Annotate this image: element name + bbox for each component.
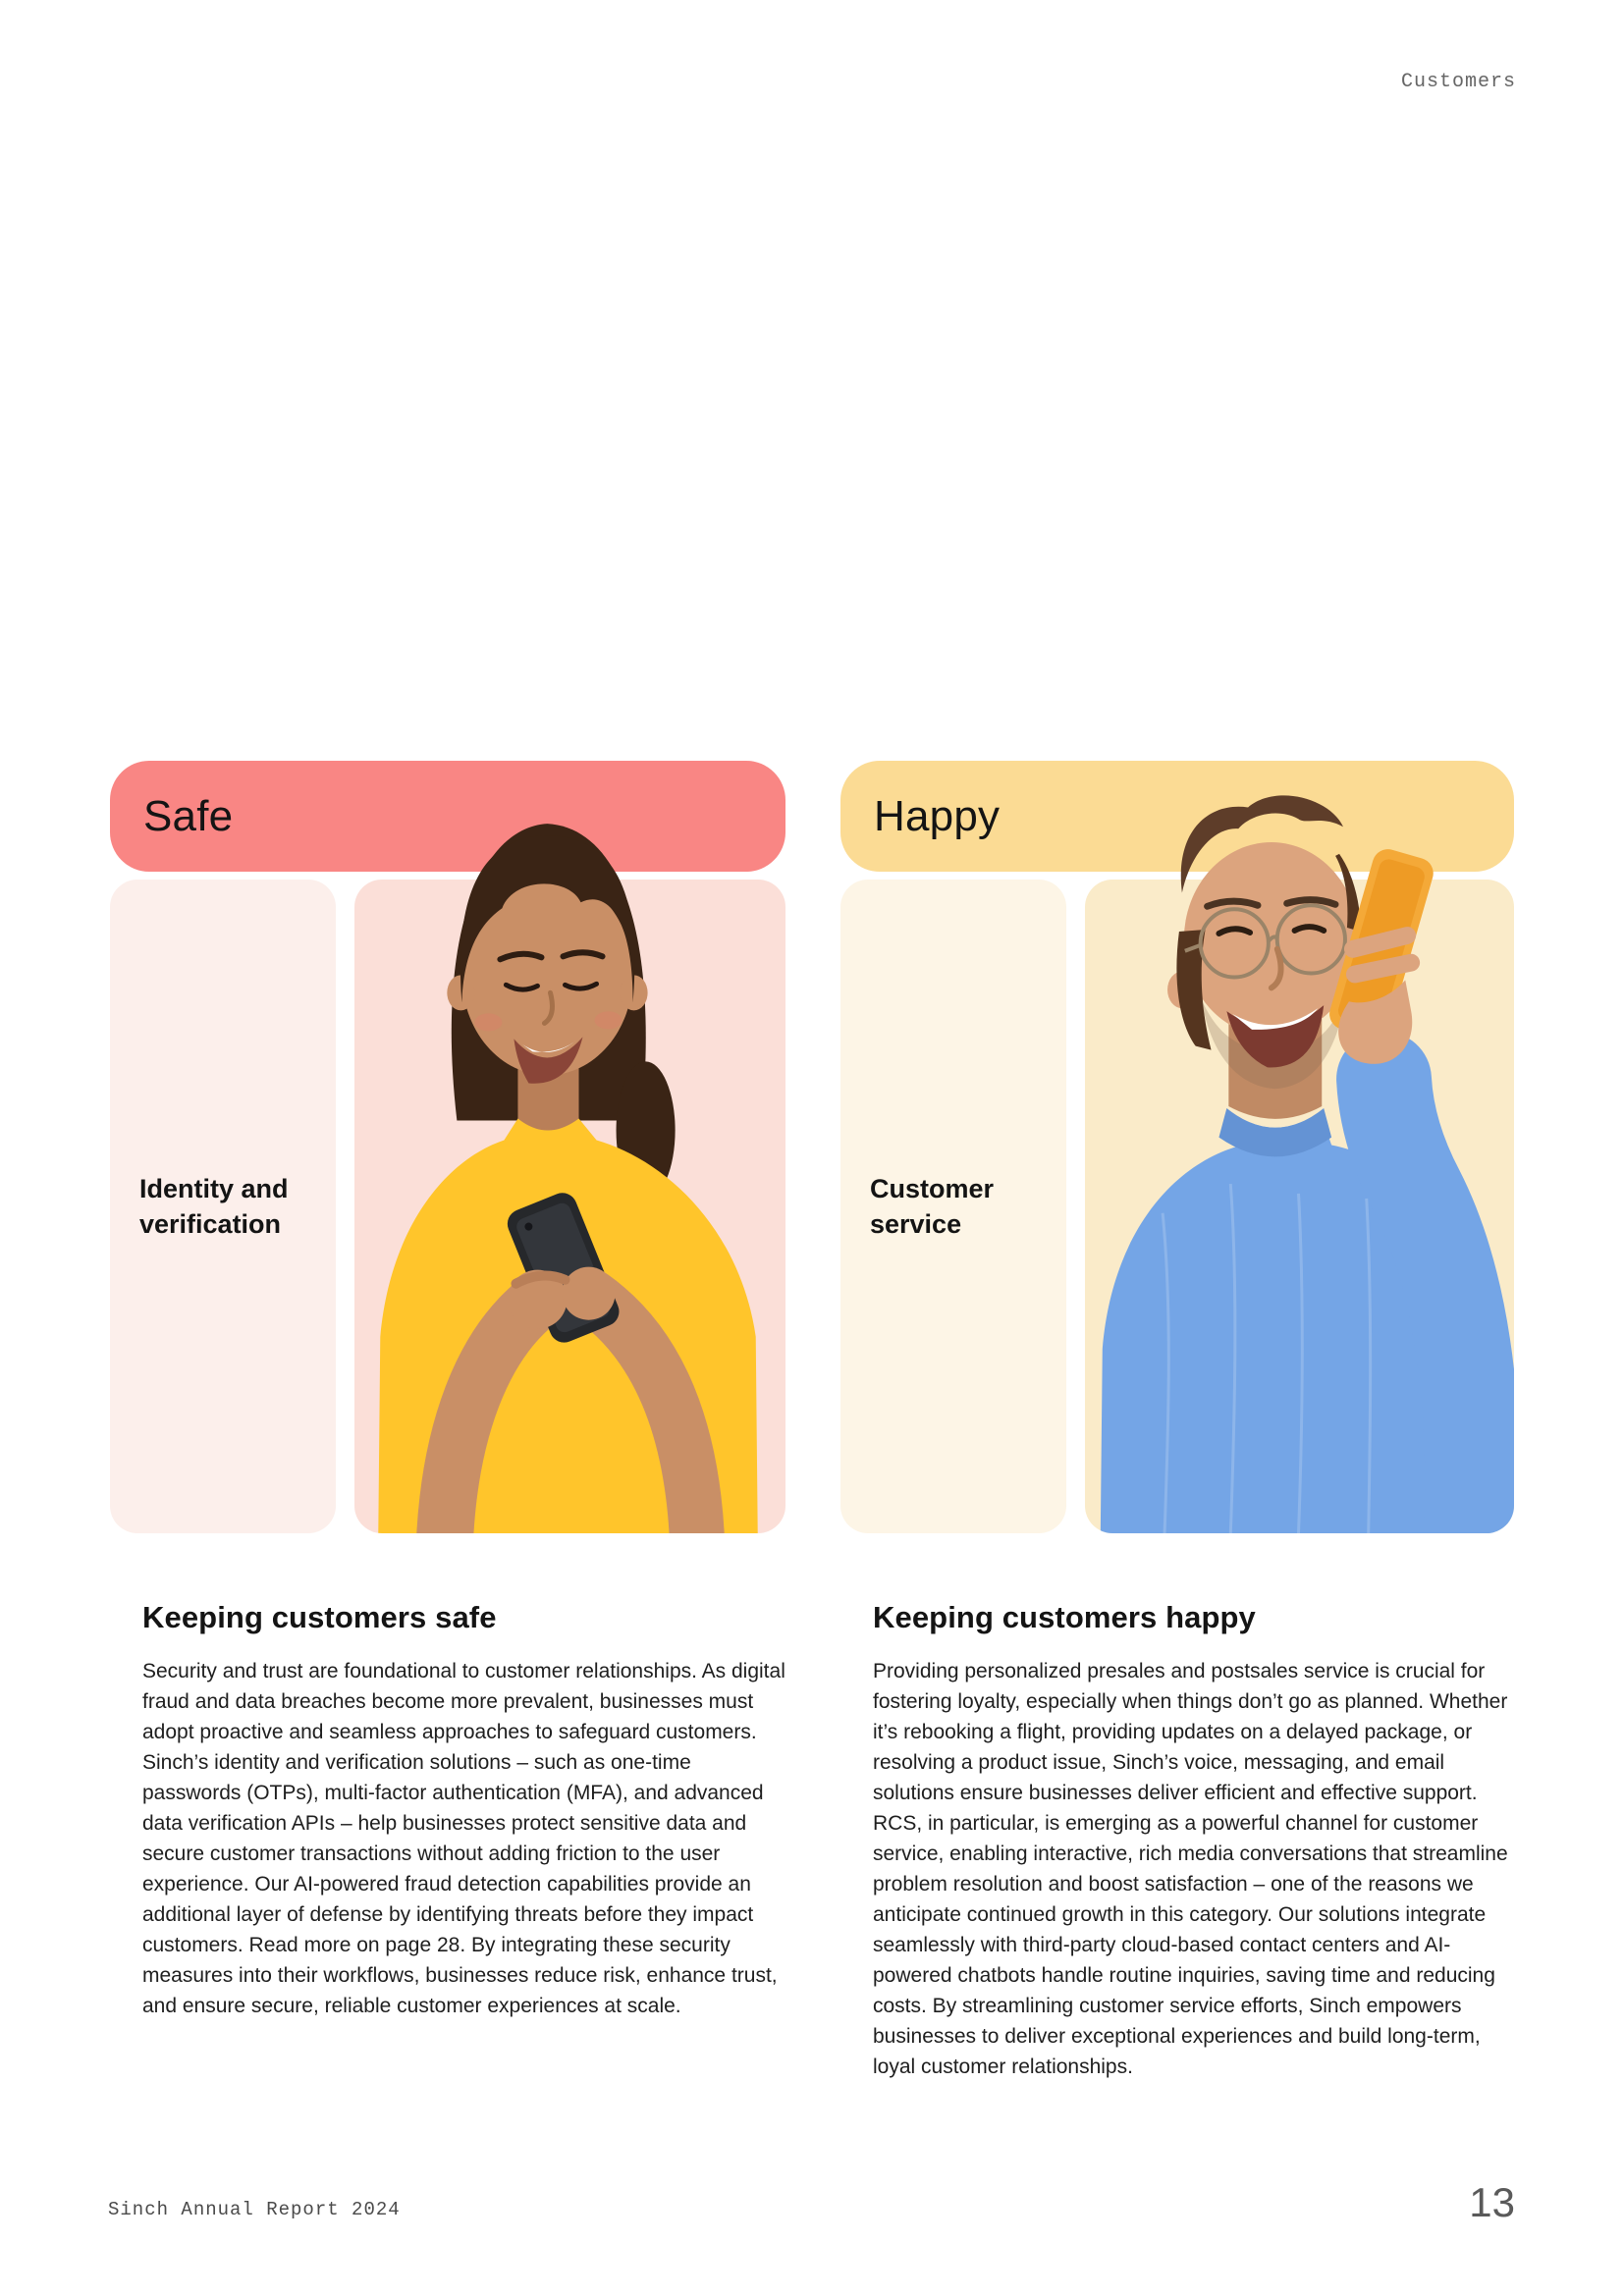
card-happy xyxy=(840,761,1514,1533)
section-keeping-customers-safe xyxy=(142,1600,790,2021)
card-safe-label: Identity and verification xyxy=(139,1173,289,1239)
card-safe-label-panel xyxy=(110,880,336,1533)
card-happy-title: Happy xyxy=(874,791,1001,840)
section-happy-heading: Keeping customers happy xyxy=(873,1600,1256,1634)
running-head: Customers xyxy=(1400,71,1516,93)
footer-page-number: 13 xyxy=(1469,2179,1515,2225)
card-safe xyxy=(110,761,785,1533)
card-safe-photo-panel xyxy=(354,880,785,1533)
card-happy-photo-panel xyxy=(1085,880,1514,1533)
footer-report-name: Sinch Annual Report 2024 xyxy=(108,2199,401,2220)
section-safe-body: Security and trust are foundational to customer relationships. As digital fraud and data breaches become more prevalent, businesses must adopt proactive and seamless approaches to safeguard customers. Sinch’s identity and verification solutions – such as one-time passwords (OTPs), multi-factor authentication (MFA), and advanced data verification APIs – help businesses protect sensitive data and secure customer transactions without adding friction to the user experience. Our AI-powered fraud detection capabilities provide an additional layer of defense by identifying threats before they impact customers. Read more on page 28. By integrating these security measures into their workflows, businesses reduce risk, enhance trust, and ensure secure, reliable customer experiences at scale. xyxy=(142,1660,785,2017)
card-happy-label: Customer service xyxy=(870,1173,995,1239)
card-safe-panels xyxy=(110,880,785,1533)
section-happy-body: Providing personalized presales and postsales service is crucial for fostering loyalty, especially when things don’t go as planned. Whether it’s rebooking a flight, providing updates on a delayed package, or resolving a product issue, Sinch’s voice, messaging, and email solutions ensure businesses deliver efficient and effective support. RCS, in particular, is emerging as a powerful channel for customer service, enabling interactive, rich media conversations that streamline problem resolution and boost satisfaction – one of the reasons we anticipate continued growth in this category. Our solutions integrate seamlessly with third-party cloud-based contact centers and AI-powered chatbots handle routine inquiries, saving time and reducing costs. By streamlining customer service efforts, Sinch empowers businesses to deliver exceptional experiences and build long-term, loyal customer relationships. xyxy=(873,1660,1508,2078)
card-safe-title: Safe xyxy=(143,791,234,840)
card-happy-label-panel xyxy=(840,880,1066,1533)
section-safe-heading: Keeping customers safe xyxy=(142,1600,497,1634)
man-on-phone-illustration xyxy=(1085,698,1514,1533)
card-happy-panels xyxy=(840,880,1514,1533)
woman-texting-photo xyxy=(354,698,785,1533)
man-on-phone-photo xyxy=(1085,698,1514,1533)
woman-texting-illustration xyxy=(354,698,785,1533)
section-keeping-customers-happy xyxy=(873,1600,1517,2082)
